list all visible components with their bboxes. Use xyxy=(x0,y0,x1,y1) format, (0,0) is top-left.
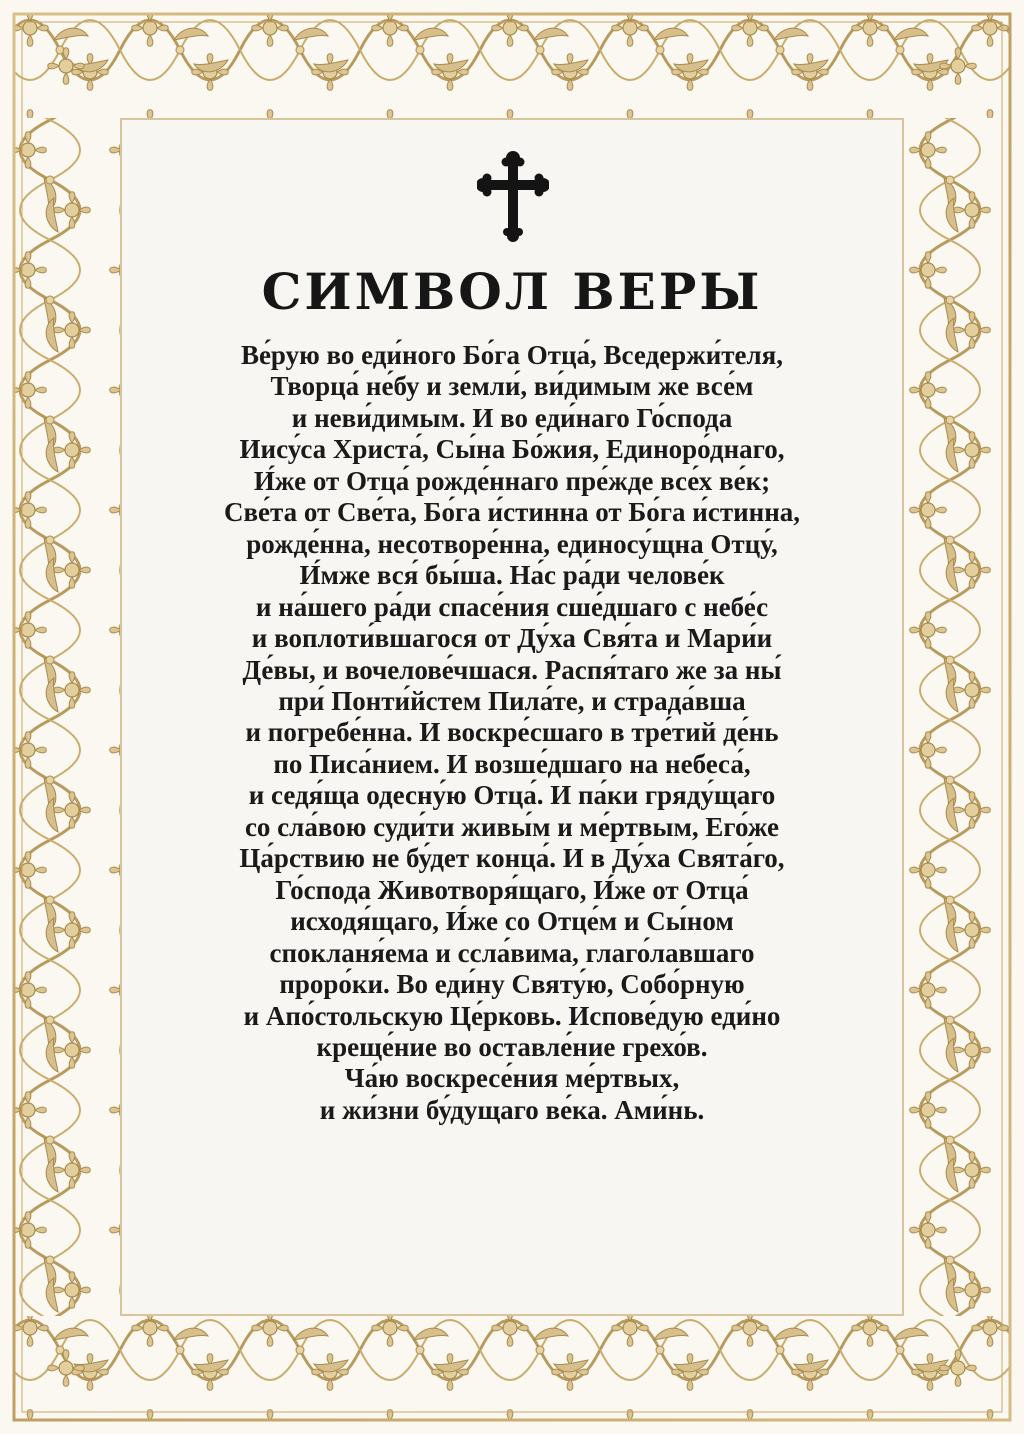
prayer-line: Творца́ не́бу и земли́, ви́димым же все́м xyxy=(270,371,754,402)
prayer-line: рожде́нна, несотворе́нна, единосу́щна Отцу́, xyxy=(246,528,778,559)
prayer-line: спокланя́ема и ссла́вима, глаго́лавшаго xyxy=(269,937,755,968)
prayer-line: креще́ние во оставле́ние грехо́в. xyxy=(316,1031,708,1062)
prayer-line: И́мже вся́ бы́ша. На́с ра́ди челове́к xyxy=(299,560,725,591)
prayer-line: со сла́вою суди́ти живы́м и ме́ртвым, Его́же xyxy=(244,811,780,842)
prayer-line: Де́вы, и вочелове́чшася. Распя́таго же за ны́ xyxy=(242,654,782,685)
prayer-line: Ца́рствию не бу́дет конца́. И в Ду́ха Свята́го, xyxy=(239,843,785,874)
prayer-line: Го́спода Животворя́щаго, И́же от Отца́ xyxy=(275,874,749,905)
prayer-line: проро́ки. Во еди́ну Святу́ю, Собо́рную xyxy=(279,969,745,1000)
prayer-line: и жи́зни бу́дущаго ве́ка. Ами́нь. xyxy=(319,1094,705,1125)
prayer-line: исходя́щаго, И́же со Отце́м и Сы́ном xyxy=(290,906,734,937)
prayer-line: и Апо́стольскую Це́рковь. Испове́дую еди́но xyxy=(243,1000,781,1031)
prayer-text xyxy=(140,340,884,1126)
page-title: СИМВОЛ ВЕРЫ xyxy=(261,262,763,321)
prayer-line: И́же от Отца́ рожде́ннаго пре́жде все́х ве́к; xyxy=(253,465,771,496)
prayer-line: Ча́ю воскресе́ния ме́ртвых, xyxy=(344,1063,680,1094)
orthodox-trefoil-cross-icon xyxy=(477,150,549,242)
prayer-line: Све́та от Све́та, Бо́га и́стинна от Бо́га и́стинна, xyxy=(223,497,801,528)
prayer-line: и погребе́нна. И воскре́сшаго в тре́тий де́нь xyxy=(245,717,779,748)
prayer-line: Ве́рую во еди́ного Бо́га Отца́, Вседержи́теля, xyxy=(240,340,784,370)
prayer-line: и неви́димым. И во еди́наго Го́спода xyxy=(291,402,733,433)
prayer-line: по Писа́нием. И возше́дшаго на небеса́, xyxy=(273,748,751,779)
prayer-line: при́ Понти́йстем Пила́те, и страда́вша xyxy=(278,685,746,716)
prayer-line: и седя́ща одесну́ю Отца́. И па́ки гряду́щаго xyxy=(248,780,776,811)
prayer-line: и воплоти́вшагося от Ду́ха Свя́та и Мари́и xyxy=(251,623,773,654)
prayer-line: Иису́са Христа́, Сы́на Бо́жия, Единоро́днаго, xyxy=(239,434,785,465)
prayer-line: и на́шего ра́ди спасе́ния сше́дшаго с небе́с xyxy=(255,591,769,622)
